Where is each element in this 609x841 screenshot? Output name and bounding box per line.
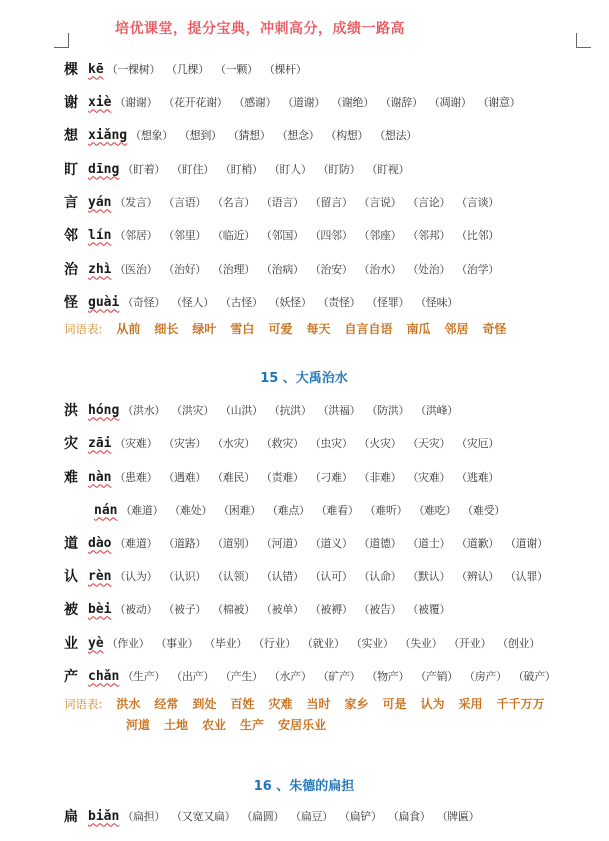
word-item: （山洪）	[219, 404, 263, 417]
hanzi-character: 扁	[64, 809, 78, 825]
word-item: （被动）	[114, 603, 158, 616]
word-item: （认识）	[163, 570, 207, 583]
word-item: （处治）	[407, 263, 451, 276]
pinyin: zhì	[88, 261, 112, 277]
word-item: （困难）	[218, 504, 261, 517]
word-item: （邻国）	[260, 229, 304, 242]
word-item: （怪味）	[415, 296, 458, 309]
vocab-word: 安居乐业	[278, 718, 327, 732]
word-item: （盯住）	[171, 163, 214, 176]
word-item: （邻里）	[163, 229, 207, 242]
word-item: （治学）	[456, 263, 499, 276]
hanzi-character: 道	[64, 536, 78, 552]
vocab-word: 自言自语	[344, 322, 393, 336]
word-item: （几棵）	[166, 63, 209, 76]
char-row	[64, 224, 505, 246]
vocab-word: 生产	[240, 718, 265, 732]
word-item: （就业）	[301, 637, 345, 650]
word-item: （一颗）	[214, 63, 258, 76]
hanzi-character: 被	[64, 602, 78, 618]
vocab-word: 千千万万	[496, 697, 545, 711]
vocab-word: 绿叶	[192, 322, 217, 336]
word-item: （难吃）	[413, 504, 457, 517]
hanzi-character: 怪	[64, 295, 78, 311]
word-item: （凋谢）	[428, 96, 472, 109]
pinyin: bèi	[88, 601, 112, 617]
word-item: （开业）	[448, 637, 492, 650]
word-item: （灾难）	[114, 437, 158, 450]
word-item: （棉被）	[212, 603, 255, 616]
word-item: （想法）	[374, 129, 418, 142]
vocab-list	[64, 320, 521, 337]
word-item: （道别）	[212, 537, 255, 550]
word-item: （火灾）	[358, 437, 402, 450]
vocab-list	[64, 695, 559, 712]
word-item: （道士）	[407, 537, 451, 550]
word-item: （怪人）	[171, 296, 214, 309]
word-item: （棵杆）	[263, 63, 307, 76]
word-list	[114, 535, 553, 551]
word-item: （产生）	[219, 670, 263, 683]
crop-mark-top-left	[54, 33, 69, 48]
pinyin: dào	[88, 535, 112, 551]
vocab-word: 从前	[116, 322, 141, 336]
word-item: （医治）	[114, 263, 158, 276]
vocab-list	[126, 716, 340, 733]
word-item: （治水）	[358, 263, 402, 276]
vocab-word: 可是	[382, 697, 407, 711]
char-row	[64, 565, 554, 587]
vocab-label: 词语表:	[64, 696, 103, 711]
word-item: （邻座）	[358, 229, 402, 242]
word-item: （毕业）	[204, 637, 248, 650]
word-item: （作业）	[106, 637, 150, 650]
word-item: （矿产）	[317, 670, 361, 683]
word-item: （治好）	[163, 263, 207, 276]
word-item: （想象）	[130, 129, 173, 142]
pinyin: kē	[88, 61, 104, 77]
word-item: （想念）	[276, 129, 320, 142]
word-item: （天灾）	[407, 437, 451, 450]
vocab-word: 当时	[306, 697, 331, 711]
word-item: （想到）	[178, 129, 222, 142]
word-item: （盯着）	[122, 163, 166, 176]
word-item: （盯视）	[366, 163, 410, 176]
word-item: （破产）	[512, 670, 556, 683]
word-item: （言谈）	[456, 196, 499, 209]
vocab-word: 河道	[126, 718, 151, 732]
word-list	[107, 635, 546, 651]
word-list	[114, 568, 553, 584]
char-row	[64, 399, 464, 421]
vocab-word: 雪白	[230, 322, 255, 336]
word-item: （言论）	[407, 196, 451, 209]
word-list	[122, 294, 464, 310]
vocab-word: 细长	[154, 322, 179, 336]
word-item: （被告）	[358, 603, 402, 616]
hanzi-character: 洪	[64, 403, 78, 419]
word-item: （水产）	[268, 670, 312, 683]
word-item: （洪福）	[317, 404, 361, 417]
word-item: （构想）	[325, 129, 369, 142]
hanzi-character: 认	[64, 569, 78, 585]
word-item: （道德）	[358, 537, 402, 550]
word-item: （古怪）	[219, 296, 263, 309]
word-item: （一棵树）	[106, 63, 161, 76]
word-item: （洪灾）	[171, 404, 214, 417]
word-item: （防洪）	[366, 404, 410, 417]
char-row	[64, 91, 526, 113]
word-list	[114, 435, 505, 451]
word-item: （邻居）	[114, 229, 158, 242]
word-item: （辨认）	[456, 570, 499, 583]
word-item: （盯梢）	[219, 163, 263, 176]
pinyin: chǎn	[88, 668, 120, 684]
hanzi-character: 盯	[64, 162, 78, 178]
word-item: （创业）	[497, 637, 540, 650]
word-item: （临近）	[212, 229, 255, 242]
word-item: （扁豆）	[290, 810, 333, 823]
word-list	[114, 227, 505, 243]
word-item: （实业）	[350, 637, 394, 650]
word-item: （难道）	[120, 504, 164, 517]
word-item: （物产）	[366, 670, 410, 683]
word-item: （语言）	[260, 196, 304, 209]
word-list	[114, 94, 526, 110]
char-row	[64, 532, 554, 554]
word-item: （治病）	[260, 263, 304, 276]
word-item: （认可）	[309, 570, 353, 583]
word-item: （虫灾）	[309, 437, 353, 450]
word-item: （治安）	[309, 263, 353, 276]
word-item: （盯人）	[268, 163, 312, 176]
word-item: （又宽又扁）	[171, 810, 236, 823]
char-row	[64, 432, 505, 454]
word-item: （谢意）	[477, 96, 521, 109]
word-item: （灾厄）	[456, 437, 499, 450]
char-row	[64, 665, 562, 687]
hanzi-character: 治	[64, 262, 78, 278]
word-item: （行业）	[253, 637, 296, 650]
hanzi-character: 难	[64, 470, 78, 486]
pinyin: nàn	[88, 469, 112, 485]
hanzi-character: 灾	[64, 436, 78, 452]
vocab-word: 每天	[306, 322, 331, 336]
word-item: （认领）	[212, 570, 255, 583]
word-item: （发言）	[114, 196, 158, 209]
word-item: （难点）	[266, 504, 310, 517]
word-item: （盯防）	[317, 163, 361, 176]
pinyin: lín	[88, 227, 112, 243]
vocab-word: 灾难	[268, 697, 293, 711]
vocab-word: 农业	[202, 718, 227, 732]
vocab-word: 经常	[154, 697, 179, 711]
word-item: （谢绝）	[331, 96, 374, 109]
word-list	[130, 127, 423, 143]
pinyin: xiè	[88, 94, 112, 110]
hanzi-character: 邻	[64, 228, 78, 244]
vocab-word: 家乡	[344, 697, 369, 711]
word-list	[122, 402, 464, 418]
word-item: （刁难）	[309, 471, 353, 484]
word-item: （谢谢）	[114, 96, 158, 109]
vocab-word: 土地	[164, 718, 189, 732]
hanzi-character: 棵	[64, 62, 78, 78]
word-item: （生产）	[122, 670, 166, 683]
word-item: （产销）	[415, 670, 458, 683]
word-item: （比邻）	[456, 229, 499, 242]
char-row	[64, 258, 505, 280]
word-list	[114, 261, 505, 277]
word-list	[122, 668, 561, 684]
char-row	[64, 191, 505, 213]
word-item: （救灾）	[260, 437, 304, 450]
word-list	[120, 502, 511, 518]
header-banner: 培优课堂，提分宝典，冲刺高分，成绩一路高	[115, 21, 405, 37]
vocab-word: 百姓	[230, 697, 255, 711]
char-row	[64, 805, 485, 827]
word-item: （道义）	[309, 537, 353, 550]
word-list	[122, 808, 485, 824]
pinyin: guài	[88, 294, 120, 310]
vocab-word: 邻居	[444, 322, 469, 336]
pinyin: hóng	[88, 402, 120, 418]
word-item: （难道）	[114, 537, 158, 550]
word-item: （抗洪）	[268, 404, 312, 417]
word-item: （责难）	[260, 471, 304, 484]
hanzi-character: 产	[64, 669, 78, 685]
char-row	[94, 499, 511, 521]
word-item: （怪罪）	[366, 296, 410, 309]
word-item: （四邻）	[309, 229, 353, 242]
char-row	[64, 632, 546, 654]
word-list	[114, 601, 456, 617]
word-item: （房产）	[464, 670, 507, 683]
word-item: （非难）	[358, 471, 402, 484]
word-item: （言说）	[358, 196, 402, 209]
word-item: （谢辞）	[379, 96, 423, 109]
pinyin: xiǎng	[88, 127, 128, 143]
char-row	[64, 466, 505, 488]
word-item: （感谢）	[233, 96, 277, 109]
word-item: （灾害）	[163, 437, 207, 450]
char-row	[64, 598, 456, 620]
pinyin: nán	[94, 502, 118, 518]
crop-mark-top-right	[576, 33, 591, 48]
lesson-title: 15 、大禹治水	[260, 371, 348, 386]
word-item: （牌匾）	[436, 810, 480, 823]
word-item: （逃难）	[456, 471, 499, 484]
lesson-title: 16 、朱德的扁担	[253, 779, 355, 794]
pinyin: rèn	[88, 568, 112, 584]
word-item: （道谢）	[282, 96, 326, 109]
word-item: （猜想）	[227, 129, 271, 142]
word-item: （事业）	[155, 637, 199, 650]
word-item: （认错）	[260, 570, 304, 583]
pinyin: biǎn	[88, 808, 120, 824]
word-item: （治理）	[212, 263, 255, 276]
vocab-word: 南瓜	[406, 322, 431, 336]
vocab-word: 到处	[192, 697, 217, 711]
char-row	[64, 58, 313, 80]
word-item: （难民）	[212, 471, 255, 484]
hanzi-character: 谢	[64, 95, 78, 111]
word-item: （默认）	[407, 570, 451, 583]
word-item: （被覆）	[407, 603, 451, 616]
hanzi-character: 想	[64, 128, 78, 144]
word-list	[122, 161, 415, 177]
vocab-label: 词语表:	[64, 321, 103, 336]
word-item: （河道）	[260, 537, 304, 550]
word-item: （难受）	[462, 504, 505, 517]
vocab-word: 采用	[458, 697, 483, 711]
word-item: （洪水）	[122, 404, 166, 417]
word-item: （被子）	[163, 603, 207, 616]
word-item: （扁食）	[387, 810, 431, 823]
pinyin: dīng	[88, 161, 120, 177]
word-item: （灾难）	[407, 471, 451, 484]
word-item: （洪峰）	[415, 404, 458, 417]
word-item: （难听）	[364, 504, 408, 517]
word-item: （认罪）	[504, 570, 548, 583]
word-item: （责怪）	[317, 296, 361, 309]
char-row	[64, 291, 464, 313]
word-item: （奇怪）	[122, 296, 166, 309]
pinyin: yán	[88, 194, 112, 210]
hanzi-character: 言	[64, 195, 78, 211]
word-item: （道歉）	[456, 537, 499, 550]
word-list	[107, 61, 313, 77]
word-item: （认命）	[358, 570, 402, 583]
word-item: （扁担）	[122, 810, 166, 823]
word-item: （扁圆）	[241, 810, 285, 823]
char-row	[64, 158, 415, 180]
word-item: （道谢）	[504, 537, 548, 550]
word-item: （言语）	[163, 196, 207, 209]
word-item: （失业）	[399, 637, 443, 650]
word-item: （患难）	[114, 471, 158, 484]
pinyin: zāi	[88, 435, 112, 451]
word-item: （出产）	[171, 670, 214, 683]
word-item: （留言）	[309, 196, 353, 209]
word-item: （扁铲）	[338, 810, 382, 823]
vocab-word: 奇怪	[482, 322, 507, 336]
word-item: （难看）	[315, 504, 359, 517]
word-list	[114, 194, 505, 210]
pinyin: yè	[88, 635, 104, 651]
word-item: （花开花谢）	[163, 96, 228, 109]
word-list	[114, 469, 505, 485]
word-item: （名言）	[212, 196, 255, 209]
word-item: （邻邦）	[407, 229, 451, 242]
word-item: （遇难）	[163, 471, 207, 484]
char-row	[64, 124, 423, 146]
word-item: （妖怪）	[268, 296, 312, 309]
hanzi-character: 业	[64, 636, 78, 652]
word-item: （难处）	[169, 504, 213, 517]
word-item: （道路）	[163, 537, 207, 550]
word-item: （水灾）	[212, 437, 255, 450]
vocab-word: 可爱	[268, 322, 293, 336]
word-item: （被褥）	[309, 603, 353, 616]
vocab-word: 认为	[420, 697, 445, 711]
vocab-word: 洪水	[116, 697, 141, 711]
word-item: （认为）	[114, 570, 158, 583]
word-item: （被单）	[260, 603, 304, 616]
